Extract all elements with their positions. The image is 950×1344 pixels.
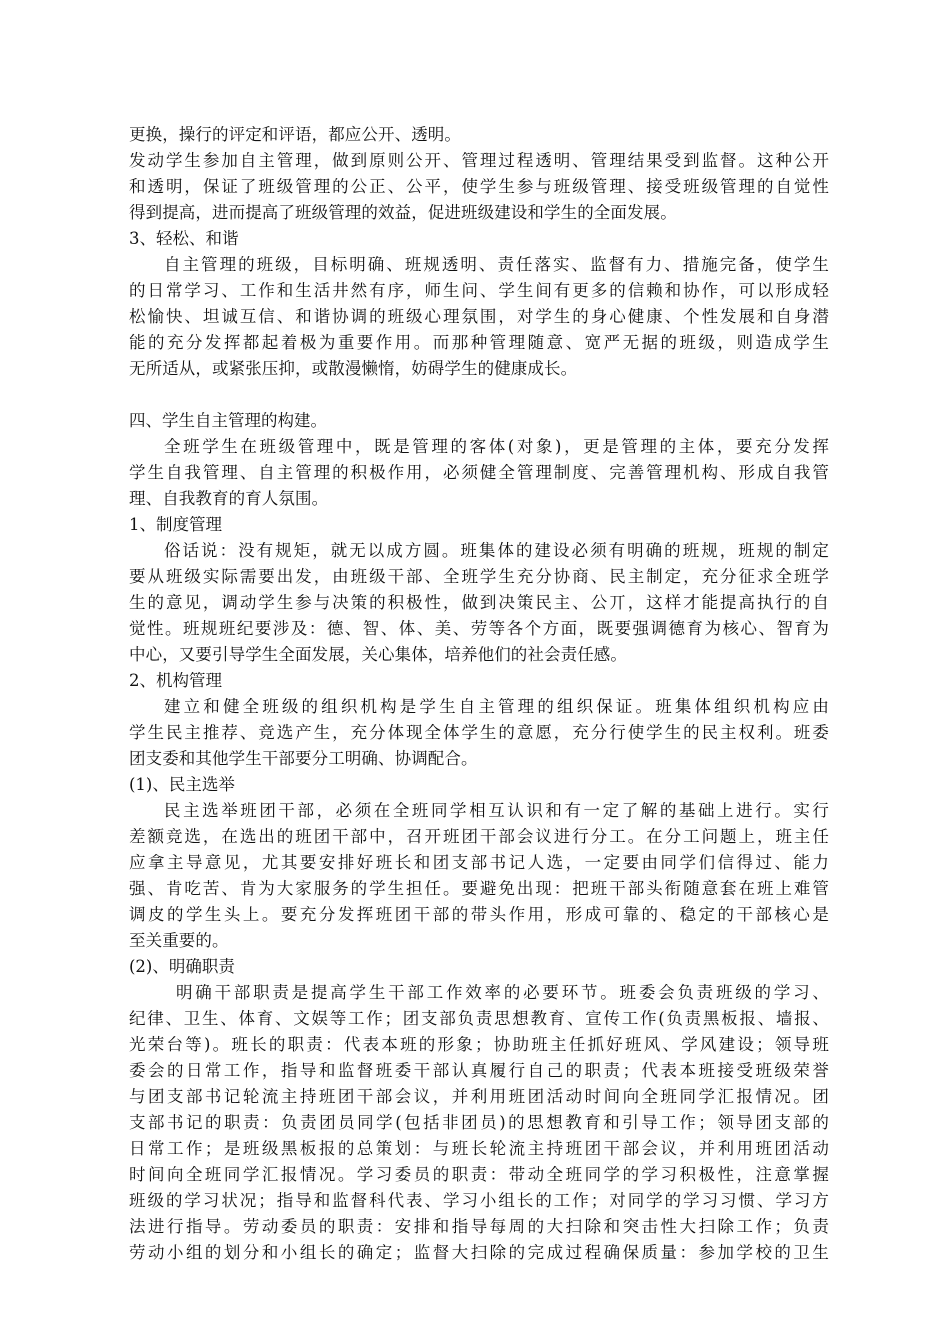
text-line: 要从班级实际需要出发，由班级干部、全班学生充分协商、民主制定，充分征求全班学: [129, 567, 829, 586]
text-line: 生的意见，调动学生参与决策的积极性，做到决策民主、公丌，这样才能提高执行的自: [129, 593, 829, 612]
text-line: 松愉快、坦诚互信、和谐协调的班级心理氛围，对学生的身心健康、个性发展和自身潜: [129, 307, 829, 326]
text-line: 无所适从，或紧张压抑，或散漫懒惰，妨碍学生的健康成长。: [129, 359, 578, 378]
document-page: [129, 122, 829, 1266]
text-line: 法进行指导。劳动委员的职责：安排和指导每周的大扫除和突击性大扫除工作；负责: [129, 1217, 829, 1236]
text-line: 全班学生在班级管理中，既是管理的客体(对象)，更是管理的主体，要充分发挥: [164, 437, 829, 456]
paragraph-4: [129, 538, 829, 668]
paragraph-1: [129, 148, 829, 226]
text-line: 中心，又要引导学生全面发展，关心集体，培养他们的社会责任感。: [129, 645, 627, 664]
section-heading-4: 四、学生自主管理的构建。: [129, 411, 327, 430]
text-line: 委会的日常工作，指导和监督班委干部认真履行自己的职责；代表本班接受班级荣誉: [129, 1061, 829, 1080]
text-line: 差额竞选，在选出的班团干部中，召开班团干部会议进行分工。在分工问题上，班主任: [129, 827, 829, 846]
text-line: 纪律、卫生、体育、文娱等工作；团支部负责思想教育、宣传工作(负责黑板报、墙报、: [129, 1009, 829, 1028]
text-line: 日常工作；是班级黑板报的总策划：与班长轮流主持班团干部会议，并利用班团活动: [129, 1139, 829, 1158]
text-line: 劳动小组的划分和小组长的确定；监督大扫除的完成过程确保质量：参加学校的卫生: [129, 1243, 829, 1262]
section-heading-6: 2、机构管理: [129, 671, 222, 690]
text-line: 支部书记的职责：负责团员同学(包括非团员)的思想教育和引导工作；领导团支部的: [129, 1113, 829, 1132]
text-line: 强、肯吃苦、肯为大家服务的学生担任。要避免出现：把班干部头衔随意套在班上难管: [129, 879, 829, 898]
paragraph-7: [129, 980, 829, 1266]
section-heading-8: (2)、明确职责: [129, 957, 235, 976]
text-line: 民主选举班团干部，必须在全班同学相互认识和有一定了解的基础上进行。实行: [164, 801, 829, 820]
text-line: 能的充分发挥都起着极为重要作用。而那种管理随意、宽严无据的班级，则造成学生: [129, 333, 829, 352]
text-line: 觉性。班规班纪要涉及：德、智、体、美、劳等各个方面，既要强调德育为核心、智育为: [129, 619, 829, 638]
text-line: 明确干部职责是提高学生干部工作效率的必要环节。班委会负责班级的学习、: [176, 983, 829, 1002]
text-line: 时间向全班同学汇报情况。学习委员的职责：带动全班同学的学习积极性，注意掌握: [129, 1165, 829, 1184]
text-line: 建立和健全班级的组织机构是学生自主管理的组织保证。班集体组织机构应由: [164, 697, 829, 716]
paragraph-3: [129, 434, 829, 512]
text-line: 得到提高，进而提高了班级管理的效益，促进班级建设和学生的全面发展。: [129, 203, 677, 222]
text-line: 调皮的学生头上。要充分发挥班团干部的带头作用，形成可靠的、稳定的干部核心是: [129, 905, 829, 924]
section-heading-5: 1、制度管理: [129, 515, 222, 534]
text-line: 至关重要的。: [129, 931, 229, 950]
paragraph-5: [129, 694, 829, 772]
text-line: 应拿主导意见，尤其要安排好班长和团支部书记人选，一定要由同学们信得过、能力: [129, 853, 829, 872]
text-line: 和透明，保证了班级管理的公正、公平，使学生参与班级管理、接受班级管理的自觉性: [129, 177, 829, 196]
text-line: 与团支部书记轮流主持班团干部会议，并利用班团活动时间向全班同学汇报情况。团: [129, 1087, 829, 1106]
paragraph-0: [129, 122, 829, 148]
text-line: 学生民主推荐、竞选产生，充分体现全体学生的意愿，充分行使学生的民主权利。班委: [129, 723, 829, 742]
text-line: 的日常学习、工作和生活井然有序，师生问、学生间有更多的信赖和协作，可以形成轻: [129, 281, 829, 300]
text-line: 光荣台等)。班长的职责：代表本班的形象；协助班主任抓好班风、学风建设；领导班: [129, 1035, 829, 1054]
text-line: 学生自我管理、自主管理的积极作用，必须健全管理制度、完善管理机构、形成自我管: [129, 463, 829, 482]
text-line: 班级的学习状况；指导和监督科代表、学习小组长的工作；对同学的学习习惯、学习方: [129, 1191, 829, 1210]
text-line: 理、自我教育的育人氛围。: [129, 489, 329, 508]
blank-line: [129, 382, 829, 408]
paragraph-2: [129, 252, 829, 382]
text-line: 俗话说：没有规矩，就无以成方圆。班集体的建设必须有明确的班规，班规的制定: [164, 541, 829, 560]
text-line: 自主管理的班级，目标明确、班规透明、责任落实、监督有力、措施完备，使学生: [164, 255, 829, 274]
text-line: 更换，操行的评定和评语，都应公开、透明。: [129, 125, 461, 144]
text-line: 团支委和其他学生干部要分工明确、协调配合。: [129, 749, 478, 768]
paragraph-6: [129, 798, 829, 954]
section-heading-7: (1)、民主选举: [129, 775, 235, 794]
text-line: 发动学生参加自主管理，做到原则公开、管理过程透明、管理结果受到监督。这种公开: [129, 151, 829, 170]
section-heading-3: 3、轻松、和谐: [129, 229, 239, 248]
